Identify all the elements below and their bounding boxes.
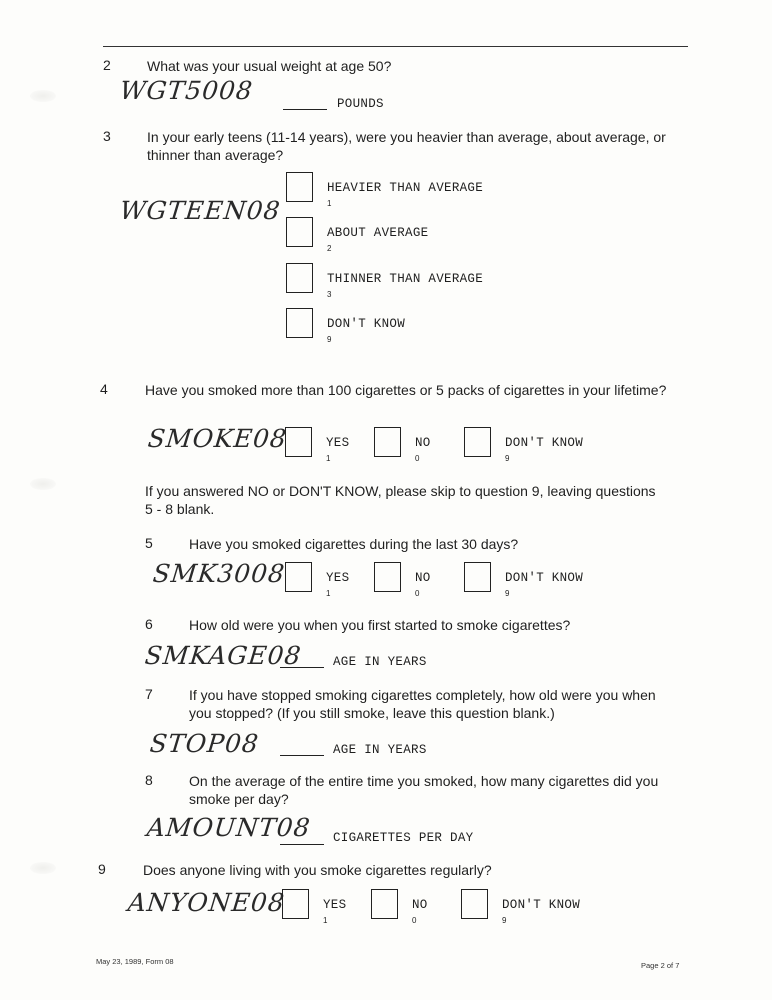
age-started-answer-line[interactable] (280, 667, 324, 668)
option-label: NO (415, 436, 431, 450)
handwritten-variable-code: WGTEEN08 (118, 196, 283, 225)
option-code: 9 (502, 916, 507, 925)
option-label: THINNER THAN AVERAGE (327, 272, 484, 286)
checkbox-no[interactable] (374, 427, 401, 457)
option-code: 0 (415, 589, 420, 598)
checkbox-dont-know[interactable] (464, 562, 491, 592)
question-number: 3 (103, 128, 111, 144)
unit-label: CIGARETTES PER DAY (333, 831, 474, 845)
unit-label: AGE IN YEARS (333, 655, 427, 669)
option-code: 2 (327, 244, 332, 253)
option-code: 1 (323, 916, 328, 925)
handwritten-variable-code: SMKAGE08 (143, 641, 304, 670)
option-code: 1 (326, 454, 331, 463)
option-code: 9 (327, 335, 332, 344)
punch-hole-mark (30, 90, 56, 102)
checkbox-yes[interactable] (285, 427, 312, 457)
option-label: YES (323, 898, 347, 912)
punch-hole-mark (30, 478, 56, 490)
option-code: 3 (327, 290, 332, 299)
question-number: 9 (98, 861, 106, 877)
question-number: 4 (100, 381, 108, 397)
option-label: DON'T KNOW (505, 436, 584, 450)
option-label: NO (412, 898, 428, 912)
question-text: Have you smoked cigarettes during the last 30 days? (189, 536, 519, 552)
option-label: HEAVIER THAN AVERAGE (327, 181, 484, 195)
option-label: ABOUT AVERAGE (327, 226, 429, 240)
question-text: Have you smoked more than 100 cigarettes or 5 packs of cigarettes in your lifetime? (145, 382, 667, 398)
skip-instruction: If you answered NO or DON'T KNOW, please skip to question 9, leaving questions 5 - 8 blank. (145, 483, 656, 517)
weight-answer-line[interactable] (283, 109, 327, 110)
handwritten-variable-code: STOP08 (148, 729, 261, 758)
option-code: 0 (412, 916, 417, 925)
question-number: 2 (103, 57, 111, 73)
checkbox-about-average[interactable] (286, 217, 313, 247)
checkbox-no[interactable] (374, 562, 401, 592)
checkbox-yes[interactable] (285, 562, 312, 592)
handwritten-variable-code: SMOKE08 (146, 424, 289, 453)
option-label: DON'T KNOW (505, 571, 584, 585)
question-text: How old were you when you first started to smoke cigarettes? (189, 617, 571, 633)
question-number: 6 (145, 616, 153, 632)
option-code: 1 (326, 589, 331, 598)
handwritten-variable-code: ANYONE08 (126, 888, 287, 917)
handwritten-variable-code: WGT5008 (118, 76, 255, 105)
option-code: 9 (505, 454, 510, 463)
top-rule (103, 46, 688, 47)
age-stopped-answer-line[interactable] (280, 755, 324, 756)
question-text: Does anyone living with you smoke cigarettes regularly? (143, 862, 492, 878)
handwritten-variable-code: SMK3008 (151, 559, 287, 588)
unit-label: AGE IN YEARS (333, 743, 427, 757)
question-number: 5 (145, 535, 153, 551)
question-number: 8 (145, 772, 153, 788)
checkbox-thinner-than-average[interactable] (286, 263, 313, 293)
handwritten-variable-code: AMOUNT08 (145, 813, 313, 842)
option-code: 9 (505, 589, 510, 598)
option-code: 1 (327, 199, 332, 208)
unit-label: POUNDS (337, 97, 384, 111)
cigarettes-per-day-answer-line[interactable] (280, 844, 324, 845)
question-text: What was your usual weight at age 50? (147, 58, 392, 74)
page-number-footer: Page 2 of 7 (641, 961, 680, 970)
option-label: YES (326, 436, 350, 450)
option-label: YES (326, 571, 350, 585)
question-text: On the average of the entire time you smoked, how many cigarettes did you smoke per day? (189, 773, 659, 807)
checkbox-dont-know[interactable] (286, 308, 313, 338)
option-label: NO (415, 571, 431, 585)
checkbox-yes[interactable] (282, 889, 309, 919)
option-label: DON'T KNOW (502, 898, 581, 912)
form-date-footer: May 23, 1989, Form 08 (96, 957, 174, 966)
punch-hole-mark (30, 862, 56, 874)
checkbox-dont-know[interactable] (461, 889, 488, 919)
checkbox-heavier-than-average[interactable] (286, 172, 313, 202)
question-text: In your early teens (11-14 years), were you heavier than average, about average, or thinner than average? (147, 129, 666, 163)
question-text: If you have stopped smoking cigarettes completely, how old were you when you stopped? (If you still smoke, leave this question blank.) (189, 687, 656, 721)
option-label: DON'T KNOW (327, 317, 406, 331)
question-number: 7 (145, 686, 153, 702)
checkbox-no[interactable] (371, 889, 398, 919)
checkbox-dont-know[interactable] (464, 427, 491, 457)
option-code: 0 (415, 454, 420, 463)
